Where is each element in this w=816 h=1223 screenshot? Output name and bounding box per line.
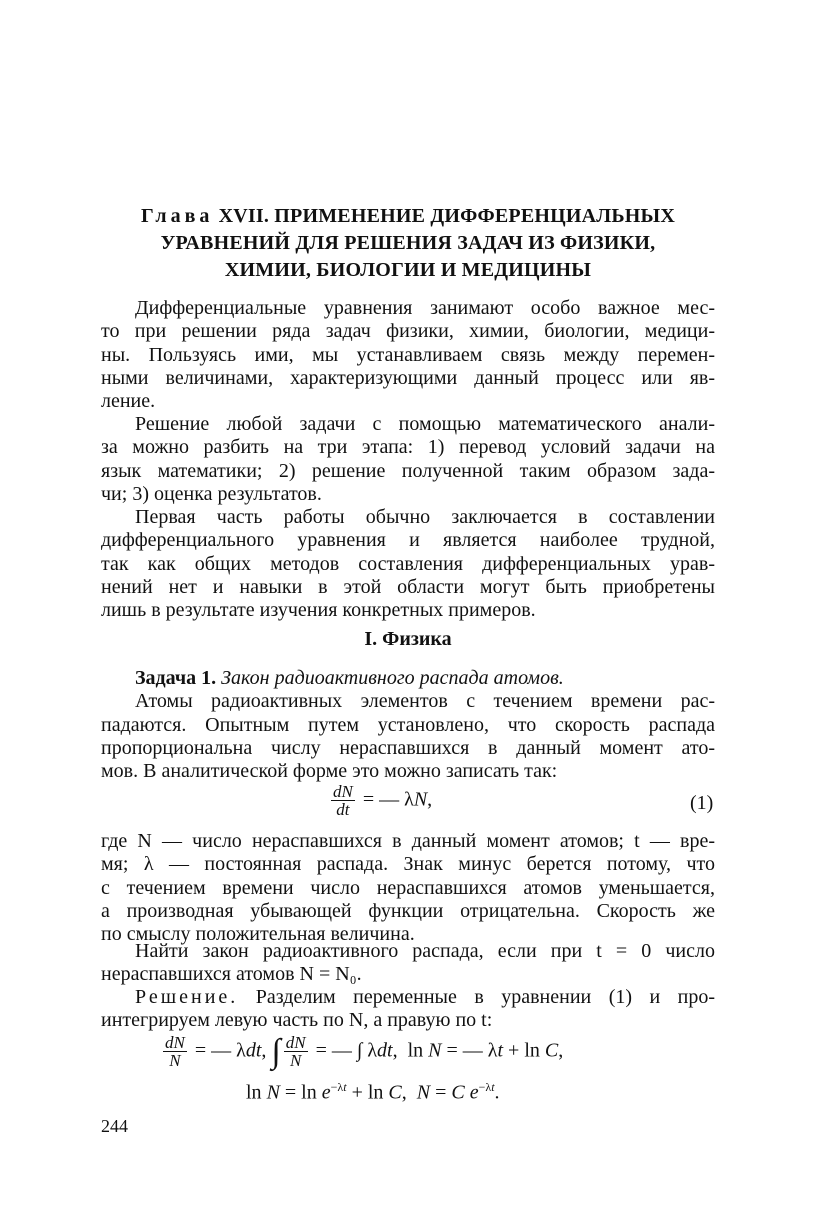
page-number: 244 [101,1116,128,1136]
problem-heading: Задача 1. Закон радиоактивного распада атомов. [135,667,564,689]
problem-task: Найти закон радиоактивного распада, если при t = 0 число нераспавшихся атомов N = N₀. [101,940,715,986]
chapter-title [101,203,715,284]
equation-1: $\frac{dN}{dt}$ = — λN, [333,782,433,819]
intro-paragraph-3: Первая часть работы обычно заключается в составлении дифференциального уравнения и является наиболее трудной, так как общих методов составления дифференциальных урав- нений нет и навыки в этой области могут быть приобретены лишь в результате изучения конкретных примеров. [101,506,715,622]
intro-paragraph-1: Дифференциальные уравнения занимают особо важное мес- то при решении ряда задач физики, химии, биологии, медици- ны. Пользуясь ими, мы устанавливаем связь между перемен- ными величинами, характеризующими данный процесс или яв- ление. [101,297,715,413]
solution-intro: Решение. Разделим переменные в уравнении (1) и про- интегрируем левую часть по N, а правую по t: [101,986,715,1032]
equation-1-number: (1) [690,792,714,814]
chapter-title-line-1: Глава XVII. ПРИМЕНЕНИЕ ДИФФЕРЕНЦИАЛЬНЫХ [140,205,676,227]
chapter-word: Глава [140,205,214,227]
problem-1: Задача 1. Закон радиоактивного распада атомов. Атомы радиоактивных элементов с течением времени рас- падаются. Опытным путем установлено, что скорость распада пропорциональна числу нераспавшихся в данный момент ато- мов. В аналитической форме это можно записать так: [101,667,715,783]
solution-equations-line-2: $\ln N = \ln e^{-\lambda t} + \ln C$, N = C $e^{-\lambda t}$. [246,1080,500,1104]
problem-explanation: где N — число нераспавшихся в данный момент атомов; t — вре- мя; λ — постоянная распада. Знак минус берется потому, что с течением времени число нераспавшихся атомов уменьшается, а производная убывающей функции отрицательна. Скорость же по смыслу положительная величина. [101,830,715,946]
section-title: I. Физика [364,628,452,650]
solution-word: Решение. [135,986,239,1008]
chapter-title-line-3: ХИМИИ, БИОЛОГИИ И МЕДИЦИНЫ [224,259,592,281]
chapter-title-line-2: УРАВНЕНИЙ ДЛЯ РЕШЕНИЯ ЗАДАЧ ИЗ ФИЗИКИ, [160,232,656,254]
solution-equations-line-1: $\frac{dN}{N}$ = — λdt, ∫ $\frac{dN}{N}$ = — ∫ λdt, ln N = — λt + ln C, [165,1033,564,1070]
intro-paragraph-2: Решение любой задачи с помощью математического анали- за можно разбить на три этапа: 1) перевод условий задачи на язык математики; 2) решение полученной таким образом зада- чи; 3) оценка результатов. [101,413,715,505]
